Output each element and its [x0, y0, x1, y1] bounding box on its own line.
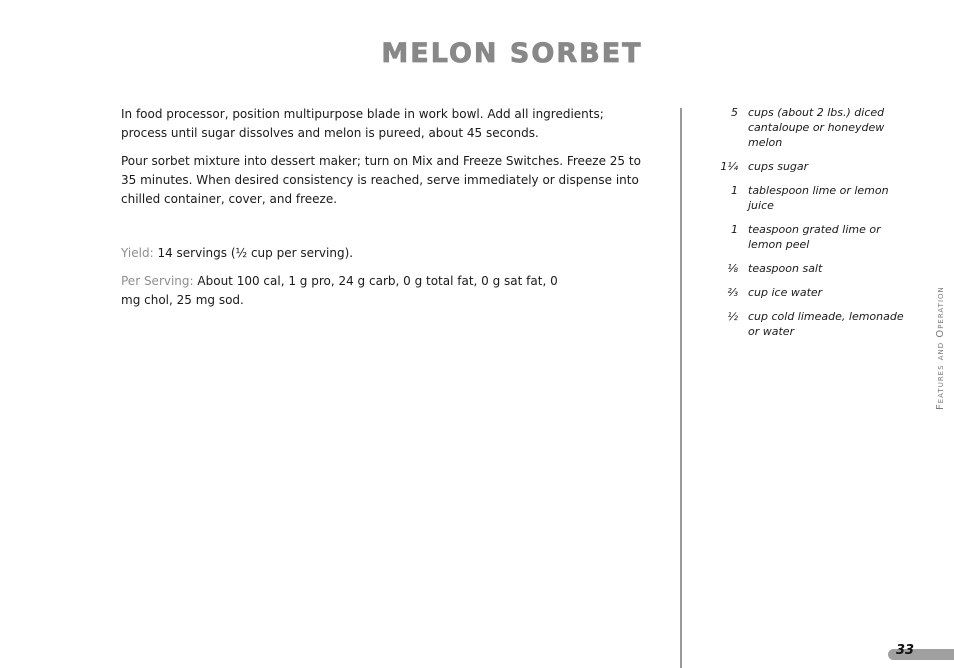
yield-line	[121, 244, 641, 263]
ingredient-list	[690, 105, 920, 348]
ingredient-qty: 1¼	[720, 160, 738, 173]
ingredient-text: cups (about 2 lbs.) diced cantaloupe or honeydew melon	[748, 106, 885, 149]
ingredient-item	[690, 222, 920, 252]
ingredient-item	[690, 309, 920, 339]
ingredient-text: cup cold limeade, lemonade or water	[748, 310, 904, 338]
column-divider	[680, 108, 682, 668]
ingredient-item	[690, 285, 920, 300]
instruction-paragraph: In food processor, position multipurpose blade in work bowl. Add all ingredients; process until sugar dissolves and melon is pureed, about 45 seconds.	[121, 107, 604, 140]
ingredient-text: cup ice water	[748, 286, 823, 299]
ingredient-item	[690, 261, 920, 276]
section-side-label: Features and Operation	[935, 286, 946, 410]
instructions	[121, 105, 641, 218]
yield-value: 14 servings (½ cup per serving).	[157, 246, 354, 260]
ingredient-text: cups sugar	[748, 160, 809, 173]
ingredient-qty: 5	[731, 106, 738, 119]
instruction-paragraph: Pour sorbet mixture into dessert maker; turn on Mix and Freeze Switches. Freeze 25 to 35 minutes. When desired consistency is reached, serve immediately or dispense into chilled container, cover, and freeze.	[121, 154, 641, 206]
ingredient-item	[690, 105, 920, 150]
ingredient-qty: ⅔	[727, 286, 738, 299]
page-title: MELON SORBET	[381, 38, 643, 69]
ingredient-text: teaspoon grated lime or lemon peel	[748, 223, 881, 251]
ingredient-text: tablespoon lime or lemon juice	[748, 184, 889, 212]
ingredient-qty: ⅛	[727, 262, 738, 275]
per-serving-value: About 100 cal, 1 g pro, 24 g carb, 0 g total fat, 0 g sat fat, 0 mg chol, 25 mg sod.	[121, 274, 558, 307]
per-serving-line	[121, 272, 561, 310]
per-serving-label: Per Serving:	[121, 274, 194, 288]
ingredient-qty: 1	[731, 184, 738, 197]
ingredient-text: teaspoon salt	[748, 262, 823, 275]
ingredient-qty: ½	[727, 310, 738, 323]
ingredient-qty: 1	[731, 223, 738, 236]
ingredient-item	[690, 183, 920, 213]
ingredient-item	[690, 159, 920, 174]
yield-label: Yield:	[121, 246, 154, 260]
page-number: 33	[896, 643, 915, 658]
